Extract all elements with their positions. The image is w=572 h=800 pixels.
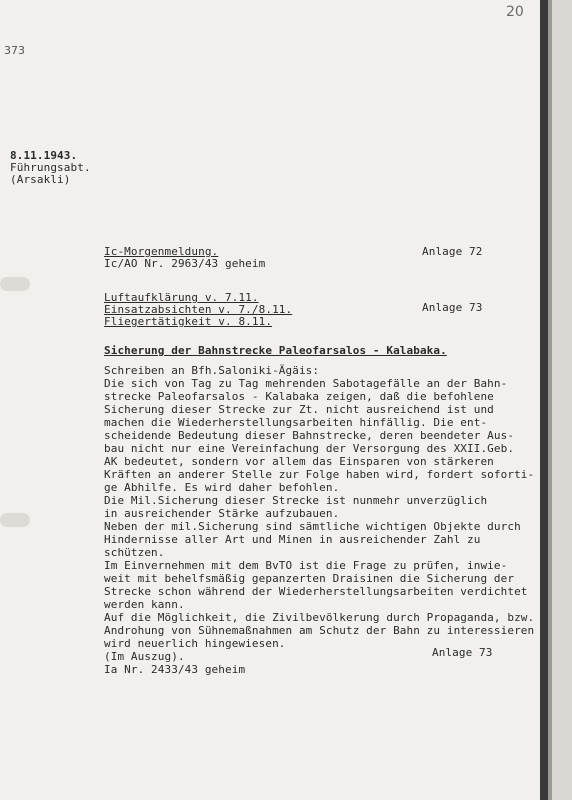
location: (Arsakli) [10, 173, 71, 186]
body-line: scheidende Bedeutung dieser Bahnstrecke, deren beendeter Aus- [104, 429, 515, 442]
body-line: werden kann. [104, 598, 185, 611]
page-number: 20 [506, 4, 524, 20]
body-line: in ausreichender Stärke aufzubauen. [104, 507, 340, 520]
section-title: Sicherung der Bahnstrecke Paleofarsalos - Kalabaka. [104, 344, 447, 357]
body-line: schützen. [104, 546, 165, 559]
entry-line: Luftaufklärung v. 7.11. [104, 291, 259, 304]
binder-edge [552, 0, 572, 800]
body-line: bau nicht nur eine Vereinfachung der Versorgung des XXII.Geb. [104, 442, 515, 455]
body-line: Kräften an anderer Stelle zur Folge haben wird, fordert soforti- [104, 468, 535, 481]
entry-title: Ic-Morgenmeldung. [104, 245, 219, 258]
body-line: Im Einvernehmen mit dem BvTO ist die Frage zu prüfen, inwie- [104, 559, 508, 572]
anlage-label: Anlage 72 [422, 245, 483, 258]
body-line: Strecke schon während der Wiederherstellungsarbeiten verdichtet [104, 585, 528, 598]
punch-hole [0, 513, 30, 527]
body-line: Ia Nr. 2433/43 geheim [104, 663, 246, 676]
body-line: (Im Auszug). [104, 650, 185, 663]
body-line: Androhung von Sühnemaßnahmen am Schutz der Bahn zu interessieren [104, 624, 535, 637]
anlage-label: Anlage 73 [422, 301, 483, 314]
entry-line: Fliegertätigkeit v. 8.11. [104, 315, 273, 328]
body-line: Neben der mil.Sicherung sind sämtliche wichtigen Objekte durch [104, 520, 521, 533]
punch-hole [0, 277, 30, 291]
entry-date: 8.11.1943. [10, 149, 78, 162]
body-line: Hindernisse aller Art und Minen in ausreichender Zahl zu [104, 533, 481, 546]
body-line: Sicherung dieser Strecke zur Zt. nicht ausreichend ist und [104, 403, 494, 416]
body-line: Die sich von Tag zu Tag mehrenden Sabotagefälle an der Bahn- [104, 377, 508, 390]
body-line: Auf die Möglichkeit, die Zivilbevölkerung durch Propaganda, bzw. [104, 611, 535, 624]
body-line: wird neuerlich hingewiesen. [104, 637, 286, 650]
body-line: ge Abhilfe. Es wird daher befohlen. [104, 481, 340, 494]
body-line: Die Mil.Sicherung dieser Strecke ist nunmehr unverzüglich [104, 494, 488, 507]
body-line: Schreiben an Bfh.Saloniki-Ägäis: [104, 364, 320, 377]
body-line: AK bedeutet, sondern vor allem das Einsparen von stärkeren [104, 455, 494, 468]
body-line: weit mit behelfsmäßig gepanzerten Draisinen die Sicherung der [104, 572, 515, 585]
body-line: machen die Wiederherstellungsarbeiten hinfällig. Die ent- [104, 416, 488, 429]
entry-line: Einsatzabsichten v. 7./8.11. [104, 303, 293, 316]
body-line: strecke Paleofarsalos - Kalabaka zeigen, daß die befohlene [104, 390, 494, 403]
anlage-label: Anlage 73 [432, 646, 493, 659]
binder-edge [540, 0, 548, 800]
issuing-unit: Führungsabt. [10, 161, 91, 174]
entry-reference: Ic/AO Nr. 2963/43 geheim [104, 257, 266, 270]
pencil-annotation: 373 [4, 44, 25, 57]
